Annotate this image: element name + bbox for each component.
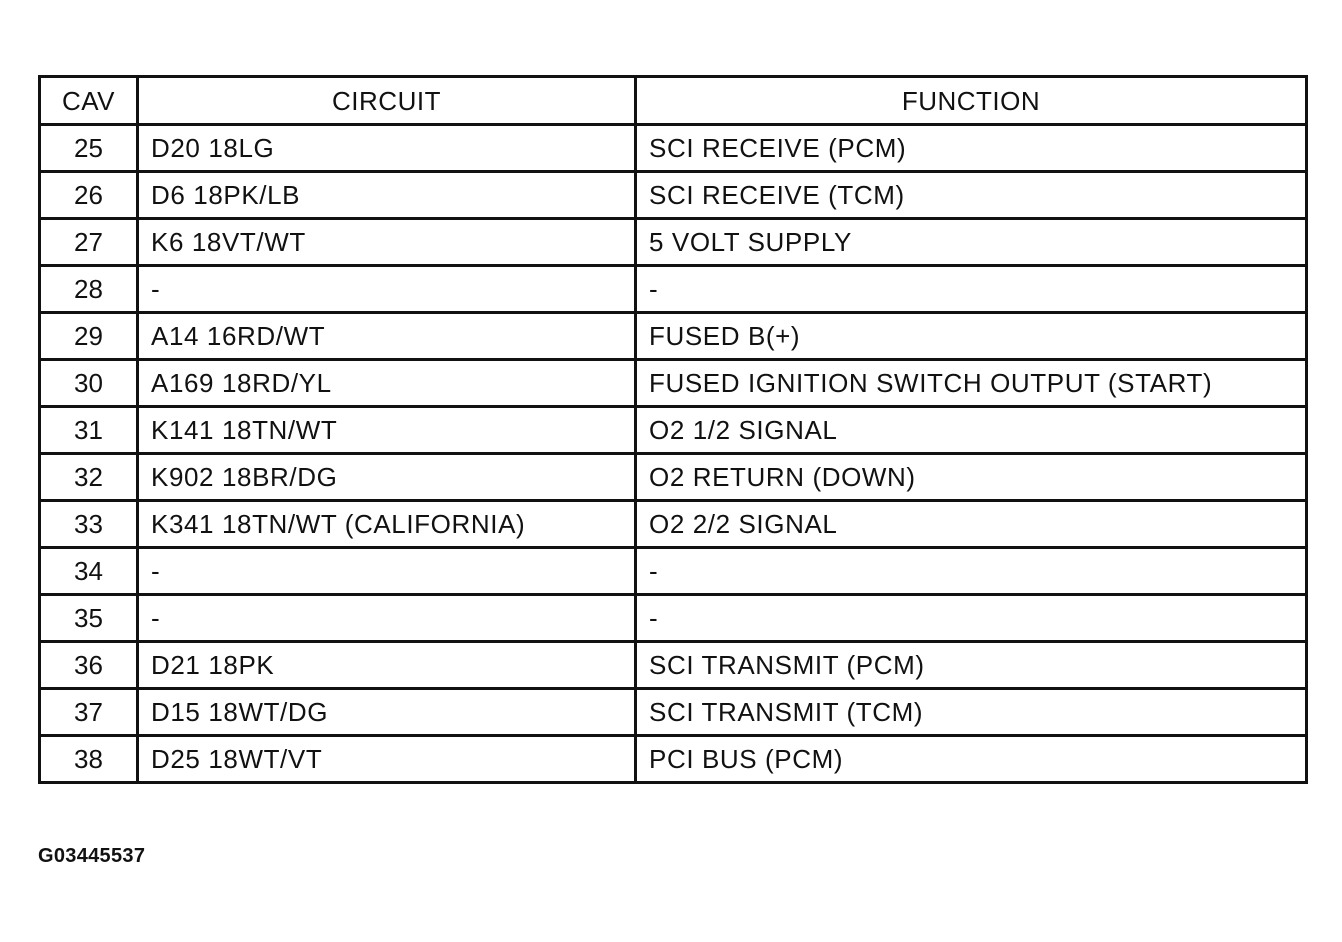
function-cell: - bbox=[636, 266, 1307, 313]
circuit-cell: D21 18PK bbox=[138, 642, 636, 689]
cav-cell: 37 bbox=[40, 689, 138, 736]
function-cell: SCI RECEIVE (PCM) bbox=[636, 125, 1307, 172]
cav-cell: 26 bbox=[40, 172, 138, 219]
function-cell: 5 VOLT SUPPLY bbox=[636, 219, 1307, 266]
circuit-cell: - bbox=[138, 266, 636, 313]
function-cell: O2 2/2 SIGNAL bbox=[636, 501, 1307, 548]
cav-cell: 33 bbox=[40, 501, 138, 548]
circuit-cell: K6 18VT/WT bbox=[138, 219, 636, 266]
circuit-cell: - bbox=[138, 548, 636, 595]
cav-cell: 27 bbox=[40, 219, 138, 266]
table-header bbox=[40, 77, 1307, 125]
table-row bbox=[40, 313, 1307, 360]
circuit-cell: K341 18TN/WT (CALIFORNIA) bbox=[138, 501, 636, 548]
circuit-cell: D15 18WT/DG bbox=[138, 689, 636, 736]
table-row bbox=[40, 360, 1307, 407]
header-function: FUNCTION bbox=[636, 77, 1307, 125]
table-row bbox=[40, 454, 1307, 501]
header-circuit: CIRCUIT bbox=[138, 77, 636, 125]
cav-cell: 35 bbox=[40, 595, 138, 642]
cav-cell: 32 bbox=[40, 454, 138, 501]
table-row bbox=[40, 125, 1307, 172]
function-cell: SCI TRANSMIT (PCM) bbox=[636, 642, 1307, 689]
function-cell: FUSED IGNITION SWITCH OUTPUT (START) bbox=[636, 360, 1307, 407]
function-cell: O2 RETURN (DOWN) bbox=[636, 454, 1307, 501]
cav-cell: 25 bbox=[40, 125, 138, 172]
cav-cell: 38 bbox=[40, 736, 138, 783]
cav-cell: 30 bbox=[40, 360, 138, 407]
circuit-cell: D6 18PK/LB bbox=[138, 172, 636, 219]
function-cell: - bbox=[636, 548, 1307, 595]
cav-cell: 34 bbox=[40, 548, 138, 595]
table-row bbox=[40, 219, 1307, 266]
header-row bbox=[40, 77, 1307, 125]
function-cell: - bbox=[636, 595, 1307, 642]
cav-cell: 29 bbox=[40, 313, 138, 360]
table-row bbox=[40, 266, 1307, 313]
figure-id: G03445537 bbox=[38, 845, 146, 867]
circuit-cell: - bbox=[138, 595, 636, 642]
function-cell: SCI RECEIVE (TCM) bbox=[636, 172, 1307, 219]
table-row bbox=[40, 407, 1307, 454]
circuit-cell: A14 16RD/WT bbox=[138, 313, 636, 360]
circuit-cell: D25 18WT/VT bbox=[138, 736, 636, 783]
table-row bbox=[40, 501, 1307, 548]
circuit-cell: K902 18BR/DG bbox=[138, 454, 636, 501]
table-row bbox=[40, 642, 1307, 689]
table-body bbox=[40, 125, 1307, 783]
circuit-cell: D20 18LG bbox=[138, 125, 636, 172]
table-row bbox=[40, 736, 1307, 783]
function-cell: O2 1/2 SIGNAL bbox=[636, 407, 1307, 454]
function-cell: PCI BUS (PCM) bbox=[636, 736, 1307, 783]
function-cell: SCI TRANSMIT (TCM) bbox=[636, 689, 1307, 736]
cav-cell: 31 bbox=[40, 407, 138, 454]
connector-pinout-table bbox=[38, 75, 1308, 784]
cav-cell: 28 bbox=[40, 266, 138, 313]
circuit-cell: K141 18TN/WT bbox=[138, 407, 636, 454]
cav-cell: 36 bbox=[40, 642, 138, 689]
table-row bbox=[40, 548, 1307, 595]
function-cell: FUSED B(+) bbox=[636, 313, 1307, 360]
table-row bbox=[40, 595, 1307, 642]
table-row bbox=[40, 689, 1307, 736]
circuit-cell: A169 18RD/YL bbox=[138, 360, 636, 407]
header-cav: CAV bbox=[40, 77, 138, 125]
table-row bbox=[40, 172, 1307, 219]
